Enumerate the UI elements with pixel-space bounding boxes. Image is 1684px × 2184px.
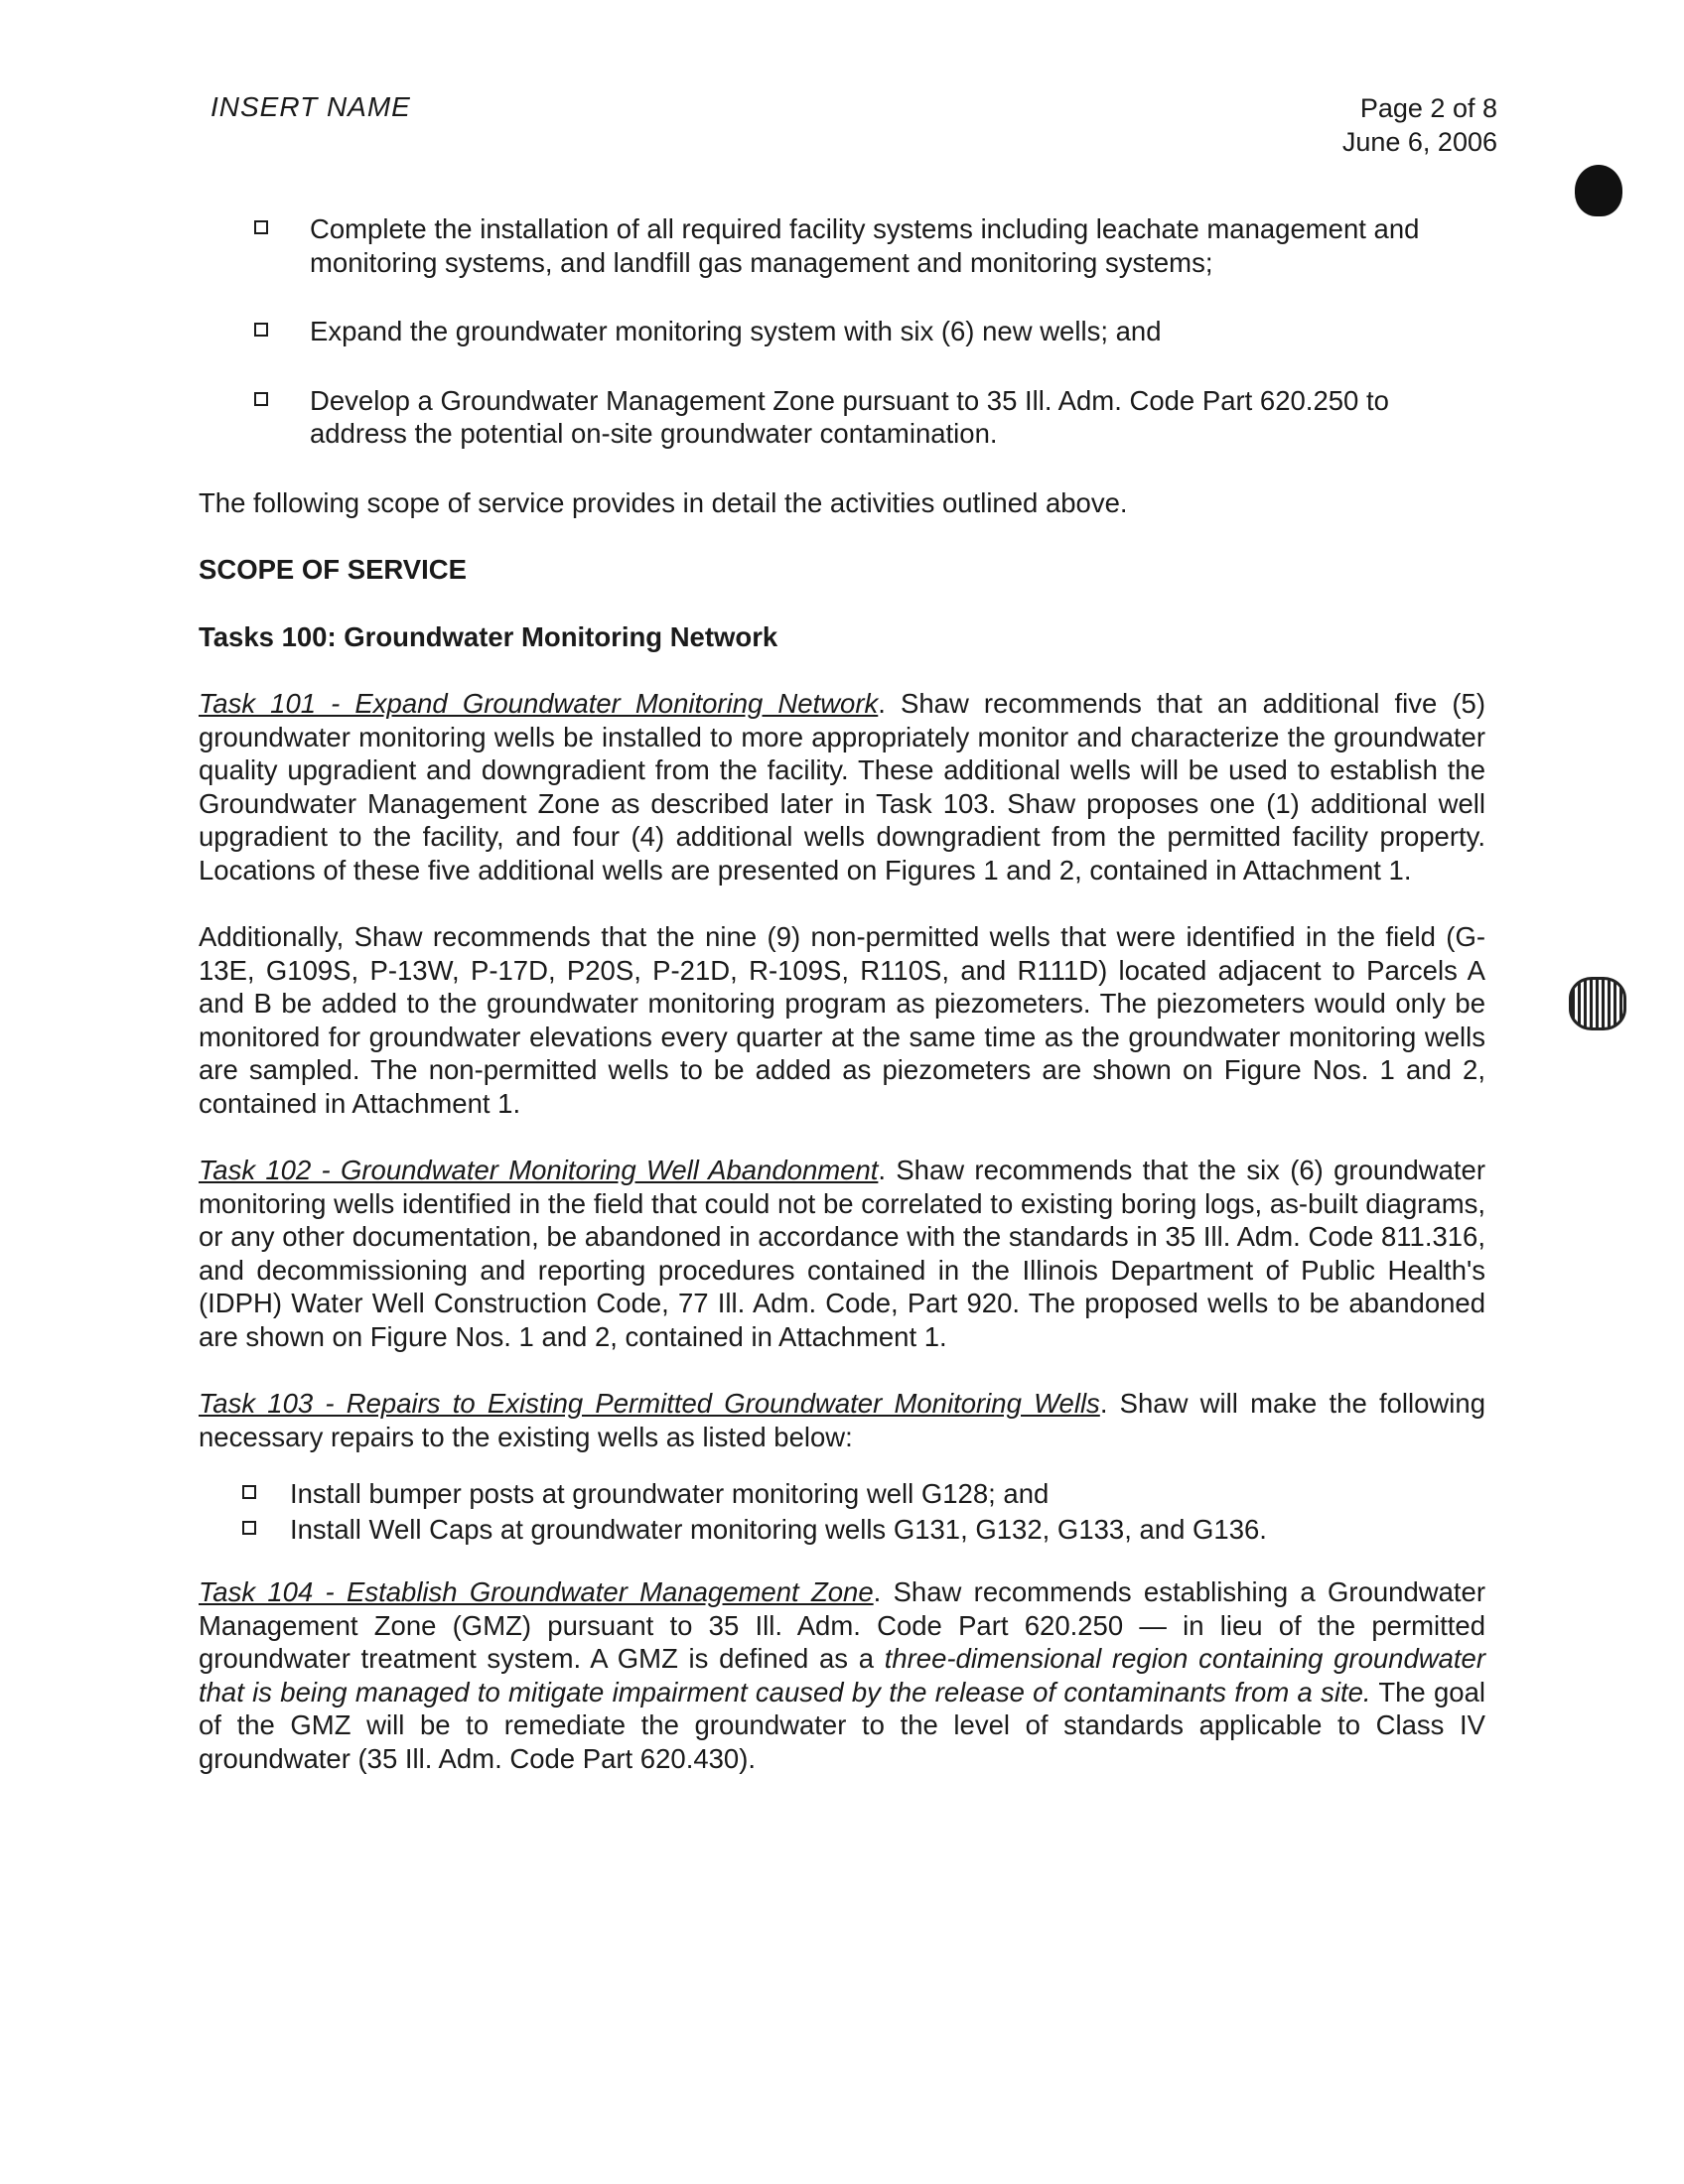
page-number: Page 2 of 8 [1359, 93, 1497, 123]
task-103-title: Task 103 - Repairs to Existing Permitted Groundwater Monitoring Wells [199, 1388, 1100, 1419]
intro-paragraph: The following scope of service provides in detail the activities outlined above. [199, 486, 1128, 518]
document-body [199, 212, 1485, 1809]
task-104-definition: three-dimensional region containing groundwater that is being managed to mitigate impairment caused by the release of contaminants from a site. [199, 1643, 1485, 1707]
list-item: Install bumper posts at groundwater monitoring well G128; and [242, 1477, 1485, 1511]
task-102-title: Task 102 - Groundwater Monitoring Well Abandonment [199, 1155, 879, 1185]
task-102-paragraph [199, 1154, 1485, 1353]
binder-clip-mark [1569, 977, 1626, 1030]
list-item: Install Well Caps at groundwater monitoring wells G131, G132, G133, and G136. [242, 1513, 1485, 1547]
task-102-body: . Shaw recommends that the six (6) groundwater monitoring wells identified in the field that could not be correlated to existing boring logs, as-built diagrams, or any other documentation, be abandoned in accordance with the standards in 35 Ill. Adm. Code 811.316, and decommissioning and reporting procedures contained in the Illinois Department of Public Health's (IDPH) Water Well Construction Code, 77 Ill. Adm. Code, Part 920. The proposed wells to be abandoned are shown on Figure Nos. 1 and 2, contained in Attachment 1. [199, 1155, 1485, 1352]
task-103-paragraph [199, 1387, 1485, 1453]
list-item: Complete the installation of all required facility systems including leachate management and monitoring systems, and landfill gas management and monitoring systems; [254, 212, 1485, 279]
task-104-body-start: . Shaw recommends establishing a Groundwater Management Zone (GMZ) pursuant to 35 Ill. Adm. Code Part 620.250 — in lieu of the permitted groundwater treatment system. A GMZ is defined as a [199, 1576, 1485, 1674]
checkbox-bullet-icon [254, 323, 268, 337]
task-101-paragraph [199, 687, 1485, 887]
checkbox-bullet-icon [242, 1485, 256, 1499]
tasks-heading: Tasks 100: Groundwater Monitoring Network [199, 620, 778, 652]
punch-hole-mark [1575, 165, 1622, 216]
header-name: INSERT NAME [210, 91, 411, 122]
document-date: June 6, 2006 [1341, 127, 1497, 157]
list-item: Expand the groundwater monitoring system with six (6) new wells; and [254, 315, 1485, 348]
task-104-title: Task 104 - Establish Groundwater Management Zone [199, 1576, 874, 1607]
task-104-body-end: The goal of the GMZ will be to remediate the groundwater to the level of standards applicable to Class IV groundwater (35 Ill. Adm. Code Part 620.430). [199, 1676, 1485, 1774]
checkbox-bullet-icon [242, 1521, 256, 1535]
objectives-list [254, 212, 1485, 451]
scope-heading: SCOPE OF SERVICE [199, 554, 467, 585]
additional-paragraph: Additionally, Shaw recommends that the nine (9) non-permitted wells that were identified in the field (G-13E, G109S, P-13W, P-17D, P20S, P-21D, R-109S, R110S, and R111D) located adjacent to Parcels A and B be added to the groundwater monitoring program as piezometers. The piezometers would only be monitored for groundwater elevations every quarter at the same time as the groundwater monitoring wells are sampled. The non-permitted wells to be added as piezometers are shown on Figure Nos. 1 and 2, contained in Attachment 1. [199, 921, 1485, 1119]
task-104-paragraph [199, 1575, 1485, 1775]
task-101-body: . Shaw recommends that an additional five (5) groundwater monitoring wells be installed to more appropriately monitor and characterize the groundwater quality upgradient and downgradient from the facility. These additional wells will be used to establish the Groundwater Management Zone as described later in Task 103. Shaw proposes one (1) additional well upgradient to the facility, and four (4) additional wells downgradient from the permitted facility property. Locations of these five additional wells are presented on Figures 1 and 2, contained in Attachment 1. [199, 688, 1485, 886]
task-101-title: Task 101 - Expand Groundwater Monitoring Network [199, 688, 879, 719]
list-item: Develop a Groundwater Management Zone pursuant to 35 Ill. Adm. Code Part 620.250 to address the potential on-site groundwater contamination. [254, 384, 1485, 451]
task-103-body: . Shaw will make the following necessary repairs to the existing wells as listed below: [199, 1388, 1485, 1452]
checkbox-bullet-icon [254, 392, 268, 406]
header-page-info [1342, 91, 1497, 159]
checkbox-bullet-icon [254, 220, 268, 234]
repairs-list [242, 1477, 1485, 1546]
